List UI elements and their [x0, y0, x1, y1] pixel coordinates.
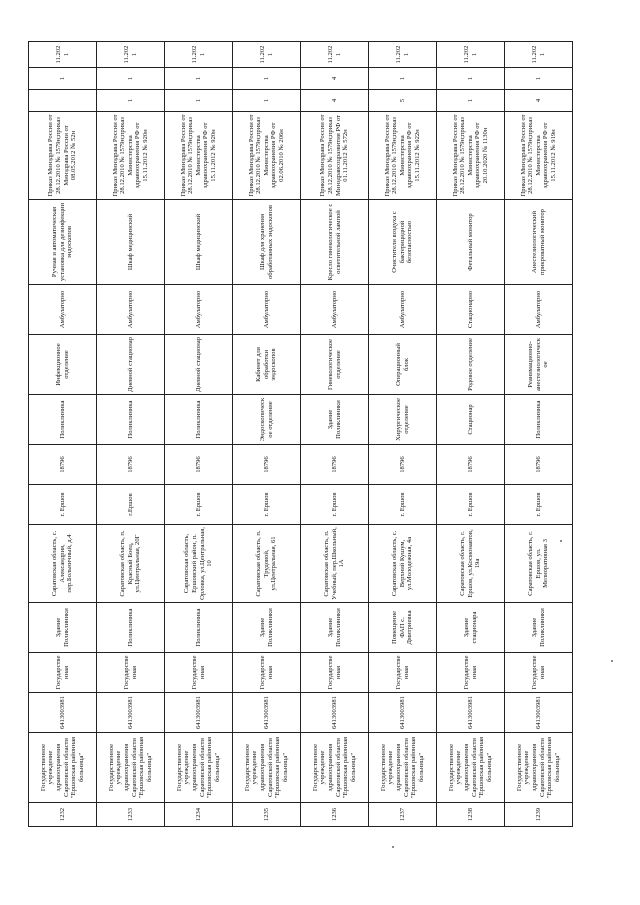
cell-city: г. Ершов — [505, 485, 573, 525]
cell-inn: 6413003981 — [97, 693, 165, 733]
cell-unit: Эндоскопическое отделение — [233, 395, 301, 445]
cell-equipment: Шкаф медицинский — [97, 200, 165, 285]
cell-date: 11.2021 — [301, 42, 369, 68]
cell-id: 1235 — [233, 803, 301, 827]
cell-building: Здание стационара — [437, 603, 505, 653]
cell-address: Саратовская область, г. Ершов, ул. Мелиоративная 3 — [505, 525, 573, 603]
cell-department: Кабинет для обработки эндоскопов — [233, 335, 301, 395]
cell-org: Государственное учреждение здравоохранения Саратовской области "Ершовская районная больница" — [437, 733, 505, 803]
cell-qty1: 4 — [505, 90, 573, 112]
cell-inn: 6413003981 — [301, 693, 369, 733]
cell-inn: 6413003981 — [437, 693, 505, 733]
table-row — [505, 42, 573, 827]
cell-qty2: 1 — [369, 68, 437, 90]
cell-ownership: Государственная — [505, 653, 573, 693]
cell-ownership: Государственная — [29, 653, 97, 693]
cell-unit: Поликлиника — [505, 395, 573, 445]
table-row — [29, 42, 97, 827]
cell-date: 11.2021 — [29, 42, 97, 68]
cell-code: 18796 — [233, 445, 301, 485]
cell-city: г. Ершов — [369, 485, 437, 525]
cell-city: г. Ершов — [437, 485, 505, 525]
cell-ownership: Государственная — [97, 653, 165, 693]
cell-department: Дневной стационар — [97, 335, 165, 395]
cell-unit: Поликлиника — [165, 395, 233, 445]
cell-address: Саратовская область, г. Ершов, ул.Космонавтов, 19а — [437, 525, 505, 603]
cell-ownership: Государственная — [301, 653, 369, 693]
cell-qty2: 1 — [97, 68, 165, 90]
cell-id: 1232 — [29, 803, 97, 827]
cell-order: Приказ Минздрава России от 28.12.2010 № 1579н;приказ Министерства здравоохранения РФ от 20.10.2020 № 1130н — [437, 112, 505, 200]
cell-inn: 6413003981 — [233, 693, 301, 733]
cell-care-type: Амбулаторно — [505, 285, 573, 335]
cell-care-type: Амбулаторно — [369, 285, 437, 335]
cell-qty2: 4 — [301, 68, 369, 90]
cell-care-type: Амбулаторно — [165, 285, 233, 335]
cell-care-type: Амбулаторно — [301, 285, 369, 335]
cell-code: 18796 — [369, 445, 437, 485]
cell-equipment: Очистители воздуха с бактерицидной безопасностью — [369, 200, 437, 285]
cell-equipment: Шкаф медицинский — [165, 200, 233, 285]
cell-ownership: Государственная — [165, 653, 233, 693]
table-row — [437, 42, 505, 827]
cell-city: г. Ершов — [301, 485, 369, 525]
cell-inn: 6413003981 — [165, 693, 233, 733]
cell-order: Приказ Минздрава России от 28.12.2010 № 1579н;приказ Минздравсоцразвития РФ от 01.11.2012 № 572н — [301, 112, 369, 200]
cell-building: Здание Поликлиники — [233, 603, 301, 653]
cell-unit: Поликлиника — [29, 395, 97, 445]
cell-equipment: Анестезиологический прикроватный монитор — [505, 200, 573, 285]
cell-qty1: 1 — [97, 90, 165, 112]
cell-org: Государственное учреждение здравоохранения Саратовской области "Ершовская районная больница" — [233, 733, 301, 803]
cell-date: 11.2021 — [369, 42, 437, 68]
cell-date: 11.2021 — [233, 42, 301, 68]
cell-id: 1234 — [165, 803, 233, 827]
table-row — [369, 42, 437, 827]
cell-building: Помещение ФАП с. Дмитриевка — [369, 603, 437, 653]
cell-code: 18796 — [437, 445, 505, 485]
cell-address: Саратовская область, с. Александрия, пер.Больничный, д.4 — [29, 525, 97, 603]
table-row — [301, 42, 369, 827]
cell-department: Гинекологическое отделение — [301, 335, 369, 395]
cell-order: Приказ Минздрава России от 28.12.2010 № 1579н;приказ Министерства здравоохранения РФ от 15.11.2012 № 920н — [165, 112, 233, 200]
cell-inn: 6413003981 — [369, 693, 437, 733]
scan-speck — [560, 540, 562, 542]
cell-date: 11.2021 — [97, 42, 165, 68]
cell-id: 1233 — [97, 803, 165, 827]
registry-table-area — [28, 45, 573, 827]
cell-id: 1237 — [369, 803, 437, 827]
cell-care-type: Амбулаторно — [29, 285, 97, 335]
cell-qty1: 4 — [301, 90, 369, 112]
cell-care-type: Стационарно — [437, 285, 505, 335]
cell-org: Государственное учреждение здравоохранения Саратовской области "Ершовская районная больница" — [29, 733, 97, 803]
scan-speck — [392, 846, 394, 848]
cell-building: Здание Поликлиники — [505, 603, 573, 653]
cell-address: Саратовская область, Ершовский район, п. Орловка, ул.Центральная, 10 — [165, 525, 233, 603]
registry-table — [28, 41, 573, 827]
cell-care-type: Амбулаторно — [233, 285, 301, 335]
scan-speck — [611, 660, 613, 662]
cell-order: Приказ Минздрава России от 28.12.2010 № 1579н;приказ Министерства здравоохранения РФ от 15.11.2012 № 920н — [97, 112, 165, 200]
cell-id: 1236 — [301, 803, 369, 827]
cell-department: Операционный блок — [369, 335, 437, 395]
cell-address: Саратовская область, п. Трудовой, ул.Центральная, 61 — [233, 525, 301, 603]
cell-department: Родовое отделение — [437, 335, 505, 395]
cell-ownership: Государственная — [369, 653, 437, 693]
cell-building: Здание Поликлиники — [301, 603, 369, 653]
cell-building: Поликлиника — [97, 603, 165, 653]
cell-department: Дневной стационар — [165, 335, 233, 395]
cell-qty1: 1 — [233, 90, 301, 112]
cell-qty2: 1 — [233, 68, 301, 90]
table-row — [165, 42, 233, 827]
cell-care-type: Амбулаторно — [97, 285, 165, 335]
cell-org: Государственное учреждение здравоохранения Саратовской области "Ершовская районная больница" — [165, 733, 233, 803]
cell-code: 18796 — [301, 445, 369, 485]
cell-city: г. Ершов — [165, 485, 233, 525]
cell-building: Здание Поликлиники — [29, 603, 97, 653]
table-row — [233, 42, 301, 827]
cell-qty2: 1 — [29, 68, 97, 90]
cell-qty1 — [29, 90, 97, 112]
cell-order: Приказ Минздрава России от 28.12.2010 № 1579н;приказ Министерства здравоохранения РФ от 02.06.2010 № 206н — [233, 112, 301, 200]
cell-ownership: Государственная — [233, 653, 301, 693]
cell-inn: 6413003981 — [29, 693, 97, 733]
cell-equipment: Шкаф для хранения обработанных эндоскопов — [233, 200, 301, 285]
cell-code: 18796 — [97, 445, 165, 485]
cell-department: Инфекционное отделение — [29, 335, 97, 395]
cell-org: Государственное учреждение здравоохранения Саратовской области "Ершовская районная больница" — [301, 733, 369, 803]
cell-unit: Стационар — [437, 395, 505, 445]
cell-id: 1238 — [437, 803, 505, 827]
cell-unit: Здание Поликлиники — [301, 395, 369, 445]
cell-city: г. Ершов — [233, 485, 301, 525]
cell-code: 18796 — [29, 445, 97, 485]
cell-date: 11.2021 — [505, 42, 573, 68]
cell-equipment: Кресло гинекологическое с осветительной лампой — [301, 200, 369, 285]
cell-department: Реанимационно-анестезиологическое — [505, 335, 573, 395]
cell-org: Государственное учреждение здравоохранения Саратовской области "Ершовская районная больница" — [505, 733, 573, 803]
cell-equipment: Фетальный монитор — [437, 200, 505, 285]
cell-qty1: 5 — [369, 90, 437, 112]
table-row — [97, 42, 165, 827]
cell-unit: Поликлиника — [97, 395, 165, 445]
cell-order: Приказ Минздрава России от 28.12.2010 № 1579н;приказ Министерства здравоохранения РФ от 15.11.2012 № 919н — [505, 112, 573, 200]
cell-city: г. Ершов — [29, 485, 97, 525]
cell-inn: 6413003981 — [505, 693, 573, 733]
cell-date: 11.2021 — [165, 42, 233, 68]
cell-order: Приказ Минздрава России от 28.12.2010 № 1579н;приказ Минздрава России от 08.05.2012 № 52н — [29, 112, 97, 200]
cell-unit: Хирургическое отделение — [369, 395, 437, 445]
cell-order: Приказ Минздрава России от 28.12.2010 № 1579н;приказ Министерства здравоохранения РФ от 15.11.2012 № 922н — [369, 112, 437, 200]
cell-qty1: 1 — [437, 90, 505, 112]
cell-ownership: Государственная — [437, 653, 505, 693]
cell-code: 18796 — [505, 445, 573, 485]
cell-org: Государственное учреждение здравоохранения Саратовской области "Ершовская районная больница" — [369, 733, 437, 803]
cell-address: Саратовская область, с. Верхний Кушум, ул.Молодежная, 4а — [369, 525, 437, 603]
cell-code: 18796 — [165, 445, 233, 485]
cell-id: 1239 — [505, 803, 573, 827]
cell-address: Саратовская область, п. Учебный, пер.Школьный, 1А — [301, 525, 369, 603]
cell-qty1: 1 — [165, 90, 233, 112]
cell-city: г.Ершов — [97, 485, 165, 525]
cell-date: 11.2021 — [437, 42, 505, 68]
cell-qty2: 1 — [437, 68, 505, 90]
cell-equipment: Ручная и автоматическая установка для дезинфекции эндоскопов — [29, 200, 97, 285]
cell-address: Саратовская область, п. Красный Боец, ул.Центральная, 20Г — [97, 525, 165, 603]
rotated-table-container — [28, 45, 573, 827]
cell-org: Государственное учреждение здравоохранения Саратовской области "Ершовская районная больница" — [97, 733, 165, 803]
cell-qty2: 1 — [505, 68, 573, 90]
cell-building: Поликлиника — [165, 603, 233, 653]
cell-qty2: 1 — [165, 68, 233, 90]
